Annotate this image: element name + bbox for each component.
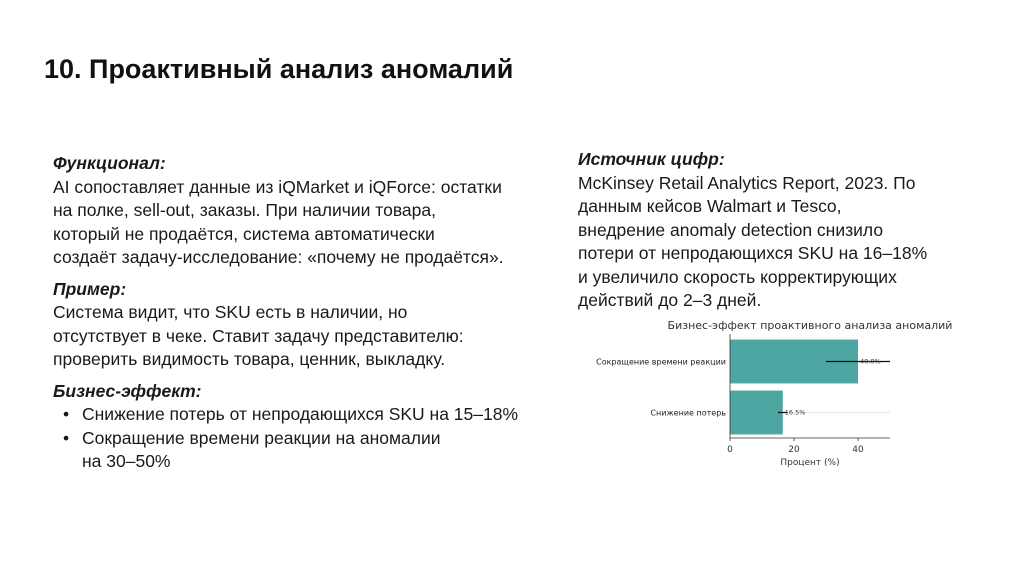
source-text	[578, 172, 978, 313]
effect-list-item	[53, 427, 573, 474]
chart-value-label: 40.0%	[860, 357, 881, 366]
effect-line: • Снижение потерь от непродающихся SKU на 15–18%	[82, 404, 519, 424]
effect-list	[53, 403, 573, 474]
source-line: данным кейсов Walmart и Tesco,	[578, 196, 842, 216]
bar-chart	[570, 314, 990, 474]
chart-bar	[730, 391, 783, 435]
effect-heading: Бизнес-эффект:	[53, 380, 202, 401]
chart-category-labels	[596, 358, 726, 418]
example-heading: Пример:	[53, 278, 127, 299]
example-text	[53, 301, 573, 372]
effect-line: • Сокращение времени реакции на аномалии	[82, 427, 441, 448]
example-line: Система видит, что SKU есть в наличии, но	[53, 302, 408, 322]
source-line: McKinsey Retail Analytics Report, 2023. По	[578, 172, 916, 193]
chart-x-tick-label: 20	[788, 445, 800, 455]
chart-x-tick-label: 0	[727, 445, 733, 455]
source-line: и увеличило скорость корректирующих	[578, 266, 897, 287]
chart-x-tick-label: 40	[852, 445, 864, 455]
functional-line: создаёт задачу-исследование: «почему не продаётся».	[53, 247, 504, 267]
source-line: внедрение anomaly detection снизило	[578, 219, 884, 240]
left-column	[53, 152, 573, 474]
right-column	[578, 148, 978, 313]
functional-line: который не продаётся, система автоматически	[53, 223, 435, 244]
source-line: потери от непродающихся SKU на 16–18%	[578, 243, 928, 263]
chart-category-label: Сокращение времени реакции	[596, 357, 726, 367]
functional-line: AI сопоставляет данные из iQMarket и iQForce: остатки	[53, 176, 502, 197]
functional-text	[53, 176, 573, 270]
chart-value-label: 16.5%	[784, 408, 806, 417]
effect-list-item	[53, 403, 573, 427]
example-line: отсутствует в чеке. Ставит задачу представителю:	[53, 325, 464, 346]
chart-title: Бизнес-эффект проактивного анализа аномалий	[667, 319, 953, 332]
chart-x-ticks	[727, 438, 864, 455]
functional-heading: Функционал:	[53, 153, 166, 173]
source-heading: Источник цифр:	[578, 149, 725, 169]
chart-bars	[730, 340, 858, 435]
chart-x-label: Процент (%)	[780, 458, 840, 468]
source-line: действий до 2–3 дней.	[578, 290, 762, 310]
functional-line: на полке, sell-out, заказы. При наличии товара,	[53, 200, 436, 220]
chart-category-label: Снижение потерь	[650, 408, 726, 418]
example-line: проверить видимость товара, ценник, выкладку.	[53, 349, 446, 369]
page-title: 10. Проактивный анализ аномалий	[44, 54, 514, 84]
effect-line: на 30–50%	[82, 451, 171, 471]
